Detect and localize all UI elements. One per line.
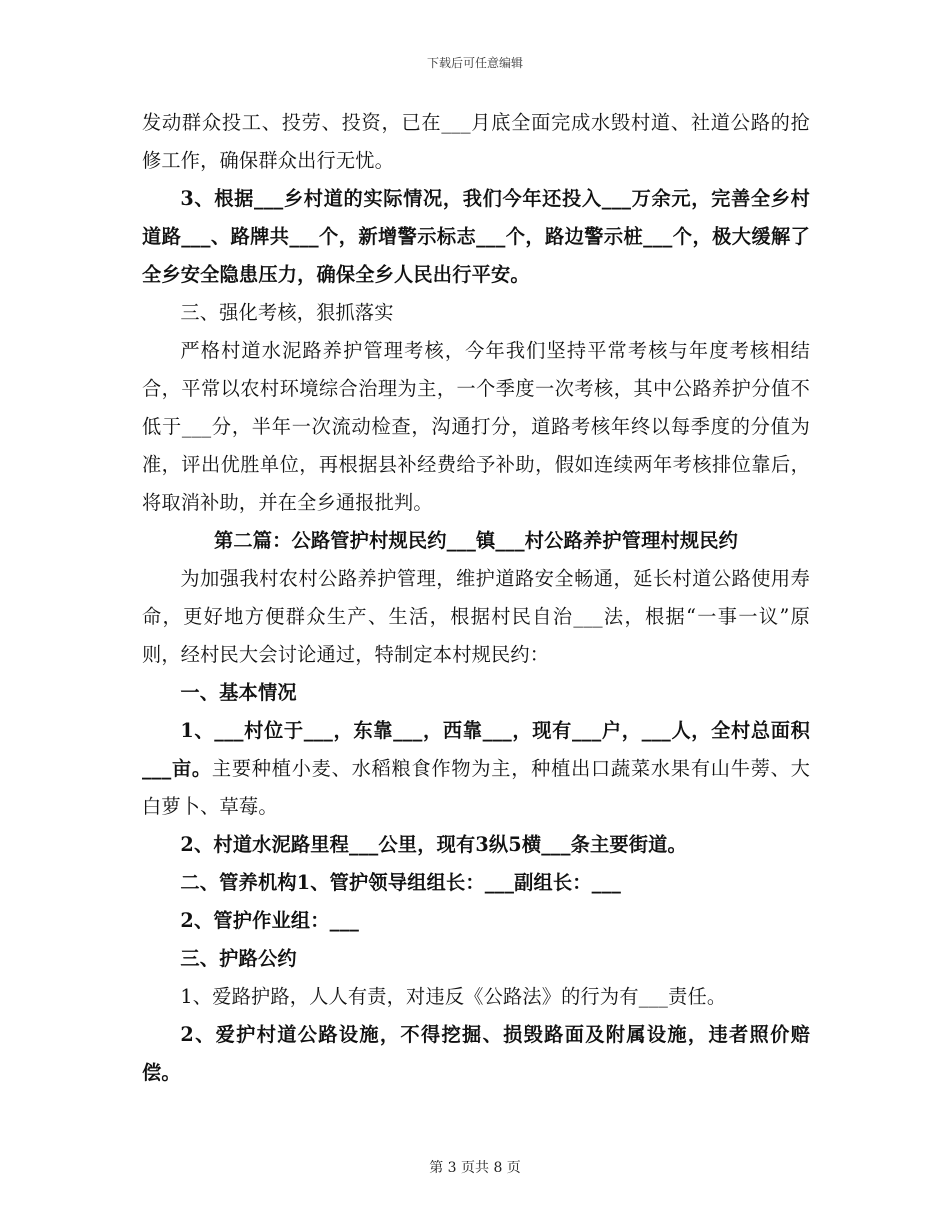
section-heading-3: 三、强化考核，狠抓落实	[180, 301, 394, 324]
paragraph-convention-2: 2、爱护村道公路设施，不得挖掘、损毁路面及附属设施，违者照价赔偿。	[142, 1023, 810, 1084]
paragraph-intro: 为加强我村农村公路养护管理，维护道路安全畅通，延长村道公路使用寿命，更好地方便群众生产、生活，根据村民自治___法，根据“一事一议”原则，经村民大会讨论通过，特制定本村规民约：	[142, 567, 810, 666]
page-footer: 第 3 页共 8 页	[429, 1160, 521, 1176]
paragraph-convention-1: 1、爱路护路，人人有责，对违反《公路法》的行为有___责任。	[180, 985, 727, 1008]
paragraph-continuation: 发动群众投工、投劳、投资，已在___月底全面完成水毁村道、社道公路的抢修工作，确保群众出行无忧。	[142, 111, 810, 172]
paragraph-basic-1-bold: 1、___村位于___，东靠___，西靠___，现有___户，___人，全村总面积___亩。	[142, 719, 810, 780]
page-header: 下载后可任意编辑	[426, 56, 523, 70]
paragraph-basic-1	[142, 712, 810, 826]
paragraph-basic-2: 2、村道水泥路里程___公里，现有3纵5横___条主要街道。	[180, 833, 687, 856]
paragraph-assessment: 严格村道水泥路养护管理考核，今年我们坚持平常考核与年度考核相结合，平常以农村环境综合治理为主，一个季度一次考核，其中公路养护分值不低于___分，半年一次流动检查，沟通打分，道路考核年终以每季度的分值为准，评出优胜单位，再根据县补经费给予补助，假如连续两年考核排位靠后，将取消补助，并在全乡通报批判。	[142, 339, 810, 514]
paragraph-basic-1-rest: 主要种植小麦、水稻粮食作物为主，种植出口蔬菜水果有山牛蒡、大白萝卜、草莓。	[142, 757, 811, 818]
section-heading-org: 二、管养机构1、管护领导组组长：___副组长：___	[180, 871, 622, 894]
document-body	[142, 104, 810, 1092]
chapter-title: 第二篇：公路管护村规民约___镇___村公路养护管理村规民约	[213, 529, 739, 552]
paragraph-item-3: 3、根据___乡村道的实际情况，我们今年还投入___万余元，完善全乡村道路___、路牌共___个，新增警示标志___个，路边警示桩___个，极大缓解了全乡安全隐患压力，确保全乡人民出行平安。	[142, 187, 810, 286]
section-heading-basic: 一、基本情况	[180, 681, 297, 704]
section-heading-convention: 三、护路公约	[180, 947, 297, 970]
paragraph-org-2: 2、管护作业组：___	[180, 909, 360, 932]
